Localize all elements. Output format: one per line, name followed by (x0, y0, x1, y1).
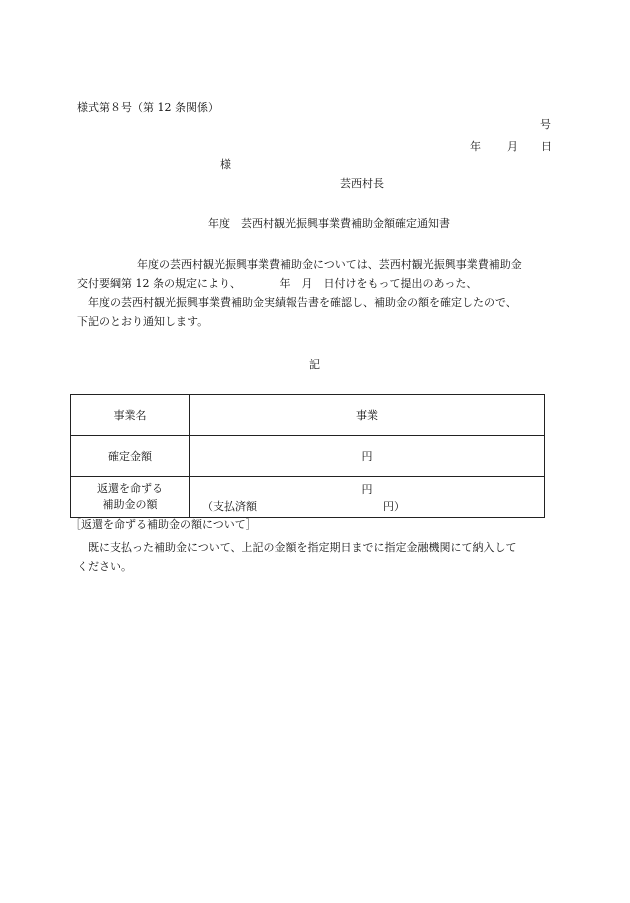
detail-table (70, 394, 545, 518)
confirmed-amount-value: 円 (190, 436, 545, 477)
addressee-suffix: 様 (220, 158, 231, 171)
issuer: 芸西村長 (340, 177, 384, 190)
refund-amount-label (71, 477, 190, 518)
table-row (71, 395, 545, 436)
body-line: 下記のとおり通知します。 (77, 315, 209, 328)
date-month: 月 (507, 140, 518, 153)
date-year: 年 (470, 140, 481, 153)
number-suffix: 号 (540, 118, 551, 131)
project-name-value: 事業 (190, 395, 545, 436)
form-label: 様式第８号（第 12 条関係） (77, 101, 219, 114)
confirmed-amount-label: 確定金額 (71, 436, 190, 477)
table-row (71, 477, 545, 518)
date-day: 日 (541, 140, 552, 153)
refund-label-line: 返還を命ずる (97, 482, 163, 495)
note-line: ください。 (77, 560, 132, 573)
body-paragraph (77, 255, 557, 331)
note-paragraph (77, 538, 557, 576)
body-line: 年度の芸西村観光振興事業費補助金実績報告書を確認し、補助金の額を確定したので、 (88, 296, 517, 309)
body-line: 年度の芸西村観光振興事業費補助金については、芸西村観光振興事業費補助金 (137, 258, 522, 271)
note-line: 既に支払った補助金について、上記の金額を指定期日までに指定金融機関にて納入して (88, 541, 517, 554)
paid-amount-yen: 円） (383, 500, 405, 513)
refund-yen: 円 (361, 483, 373, 496)
document-title: 年度 芸西村観光振興事業費補助金額確定通知書 (208, 217, 450, 230)
body-line: 交付要綱第 12 条の規定により、 年 月 日付けをもって提出のあった、 (77, 277, 478, 290)
paid-amount-label: （支払済額 (202, 500, 257, 513)
refund-amount-value (190, 477, 545, 518)
project-name-label: 事業名 (71, 395, 190, 436)
refund-label-line: 補助金の額 (102, 498, 158, 511)
ki-heading: 記 (309, 358, 320, 371)
note-heading: ［返還を命ずる補助金の額について］ (70, 518, 257, 531)
table-row (71, 436, 545, 477)
